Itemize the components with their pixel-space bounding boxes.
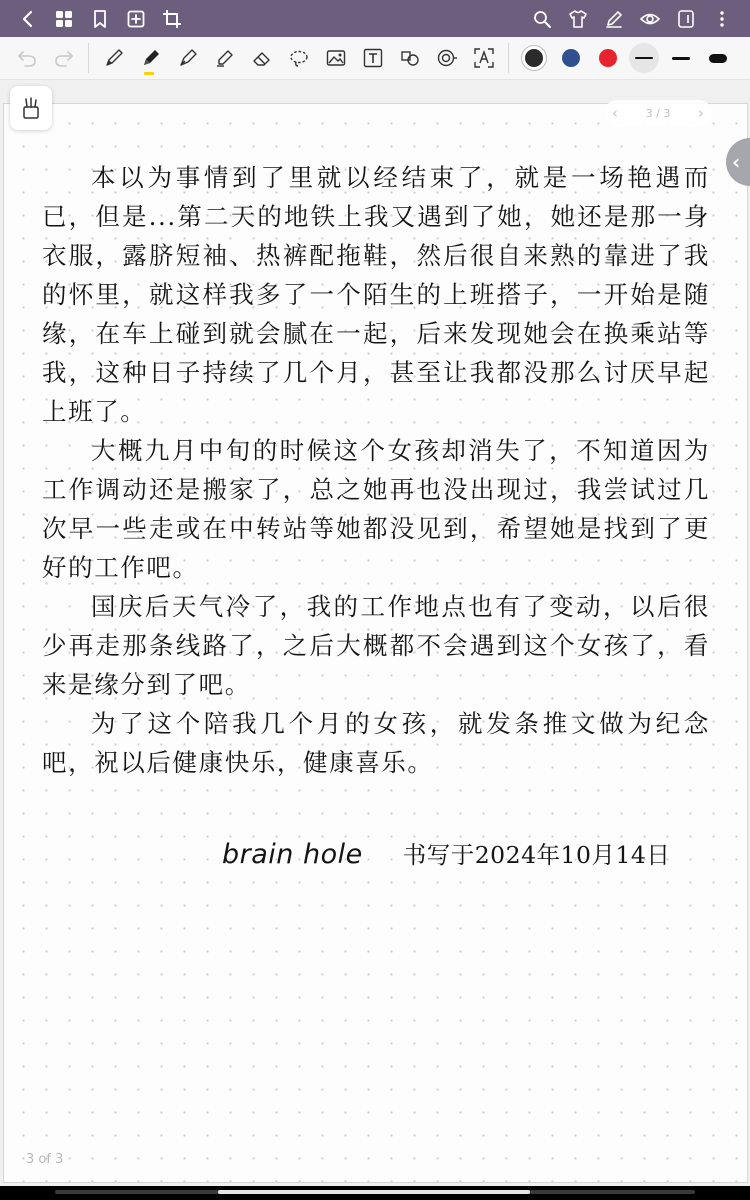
- highlighter-icon: [214, 47, 236, 69]
- stroke-width-thick[interactable]: [699, 37, 736, 80]
- active-tool-indicator: [144, 72, 154, 75]
- eraser-tool[interactable]: [243, 37, 280, 80]
- note-signature: [222, 836, 702, 870]
- redo-icon: [53, 47, 75, 69]
- eraser-icon: [251, 47, 273, 69]
- add-page-icon: [126, 9, 146, 29]
- text-recognition-icon: [473, 47, 495, 69]
- note-paragraph: 大概九月中旬的时候这个女孩却消失了，不知道因为工作调动还是搬家了，总之她再也没出现过，我尝试过几次早一些走或在中转站等她都没见到，希望她是找到了更好的工作吧。: [42, 436, 710, 582]
- selected-color-swatch: [525, 49, 543, 67]
- text-recognition-tool[interactable]: [465, 37, 502, 80]
- undo-button[interactable]: [8, 37, 45, 80]
- note-paragraph: 国庆后天气冷了，我的工作地点也有了变动，以后很少再走那条线路了，之后大概都不会遇到这个女孩了，看来是缘分到了吧。: [42, 592, 710, 699]
- crop-icon: [162, 9, 182, 29]
- layout-button[interactable]: [668, 0, 704, 37]
- add-page-button[interactable]: [118, 0, 154, 37]
- note-paragraph: 本以为事情到了里就以经结束了，就是一场艳遇而已，但是...第二天的地铁上我又遇到了她，她还是那一身衣服，露脐短袖、热裤配拖鞋，然后很自来熟的靠进了我的怀里，就这样我多了一个陌生的上班搭子，一开始是随缘，在车上碰到就会腻在一起，后来发现她会在换乘站等我，这种日子持续了几个月，甚至让我都没那么讨厌早起上班了。: [42, 163, 710, 426]
- bookmark-icon: [90, 9, 110, 29]
- pen-edit-icon: [604, 9, 624, 29]
- layout-icon: [676, 9, 696, 29]
- tape-icon: [436, 47, 458, 69]
- more-button[interactable]: [704, 0, 740, 37]
- pen-holder-icon: [20, 96, 42, 120]
- text-box-icon: [362, 47, 384, 69]
- back-button[interactable]: [10, 0, 46, 37]
- medium-stroke-preview: [672, 57, 690, 60]
- marker-icon: [140, 47, 162, 69]
- search-button[interactable]: [524, 0, 560, 37]
- home-gesture-bar[interactable]: [218, 1190, 530, 1194]
- signature-date: 书写于2024年10月14日: [402, 841, 671, 869]
- shirt-icon: [568, 9, 588, 29]
- prev-page-button[interactable]: ‹: [612, 103, 618, 122]
- page-number-label: 3 of 3: [26, 1152, 64, 1167]
- grid-icon: [54, 9, 74, 29]
- theme-button[interactable]: [560, 0, 596, 37]
- shapes-tool[interactable]: [391, 37, 428, 80]
- tape-tool[interactable]: [428, 37, 465, 80]
- bookmark-button[interactable]: [82, 0, 118, 37]
- toolbar-divider: [508, 43, 509, 73]
- system-navigation-bar: [0, 1186, 750, 1200]
- thick-stroke-preview: [709, 54, 727, 63]
- red-swatch: [599, 49, 617, 67]
- fountain-pen-icon: [177, 47, 199, 69]
- signature-author: brain hole: [222, 839, 363, 870]
- appbar-right-group: [524, 0, 740, 37]
- thin-stroke-preview: [635, 57, 653, 59]
- next-page-button[interactable]: ›: [697, 103, 704, 122]
- highlighter-tool[interactable]: [206, 37, 243, 80]
- redo-button[interactable]: [45, 37, 82, 80]
- undo-icon: [16, 47, 38, 69]
- chevron-left-icon: ‹: [732, 150, 741, 174]
- appbar-left-group: [10, 0, 190, 37]
- fountain-pen-tool[interactable]: [169, 37, 206, 80]
- crop-button[interactable]: [154, 0, 190, 37]
- quick-tools-button[interactable]: [10, 86, 52, 130]
- stroke-width-medium[interactable]: [662, 37, 699, 80]
- grid-view-button[interactable]: [46, 0, 82, 37]
- color-red-swatch[interactable]: [589, 37, 626, 80]
- back-icon: [18, 9, 38, 29]
- blue-swatch: [562, 49, 580, 67]
- image-icon: [325, 47, 347, 69]
- page-navigator: [604, 100, 712, 126]
- lasso-tool[interactable]: [280, 37, 317, 80]
- tool-bar: [0, 37, 750, 80]
- pencil-icon: [103, 47, 125, 69]
- top-app-bar: [0, 0, 750, 37]
- page-counter: 3 / 3: [645, 106, 671, 120]
- text-box-tool[interactable]: [354, 37, 391, 80]
- pencil-tool[interactable]: [95, 37, 132, 80]
- handwritten-note-body: [42, 158, 710, 782]
- note-paragraph: 为了这个陪我几个月的女孩，就发条推文做为纪念吧，祝以后健康快乐，健康喜乐。: [42, 709, 710, 777]
- color-blue-swatch[interactable]: [552, 37, 589, 80]
- eye-icon: [640, 9, 660, 29]
- toolbar-divider: [88, 43, 89, 73]
- image-tool[interactable]: [317, 37, 354, 80]
- more-icon: [712, 9, 732, 29]
- lasso-icon: [288, 47, 310, 69]
- pen-mode-button[interactable]: [596, 0, 632, 37]
- stroke-width-thin[interactable]: [629, 43, 659, 73]
- color-black-swatch[interactable]: [515, 37, 552, 80]
- read-mode-button[interactable]: [632, 0, 668, 37]
- shapes-icon: [399, 47, 421, 69]
- marker-tool[interactable]: [132, 37, 169, 80]
- search-icon: [532, 9, 552, 29]
